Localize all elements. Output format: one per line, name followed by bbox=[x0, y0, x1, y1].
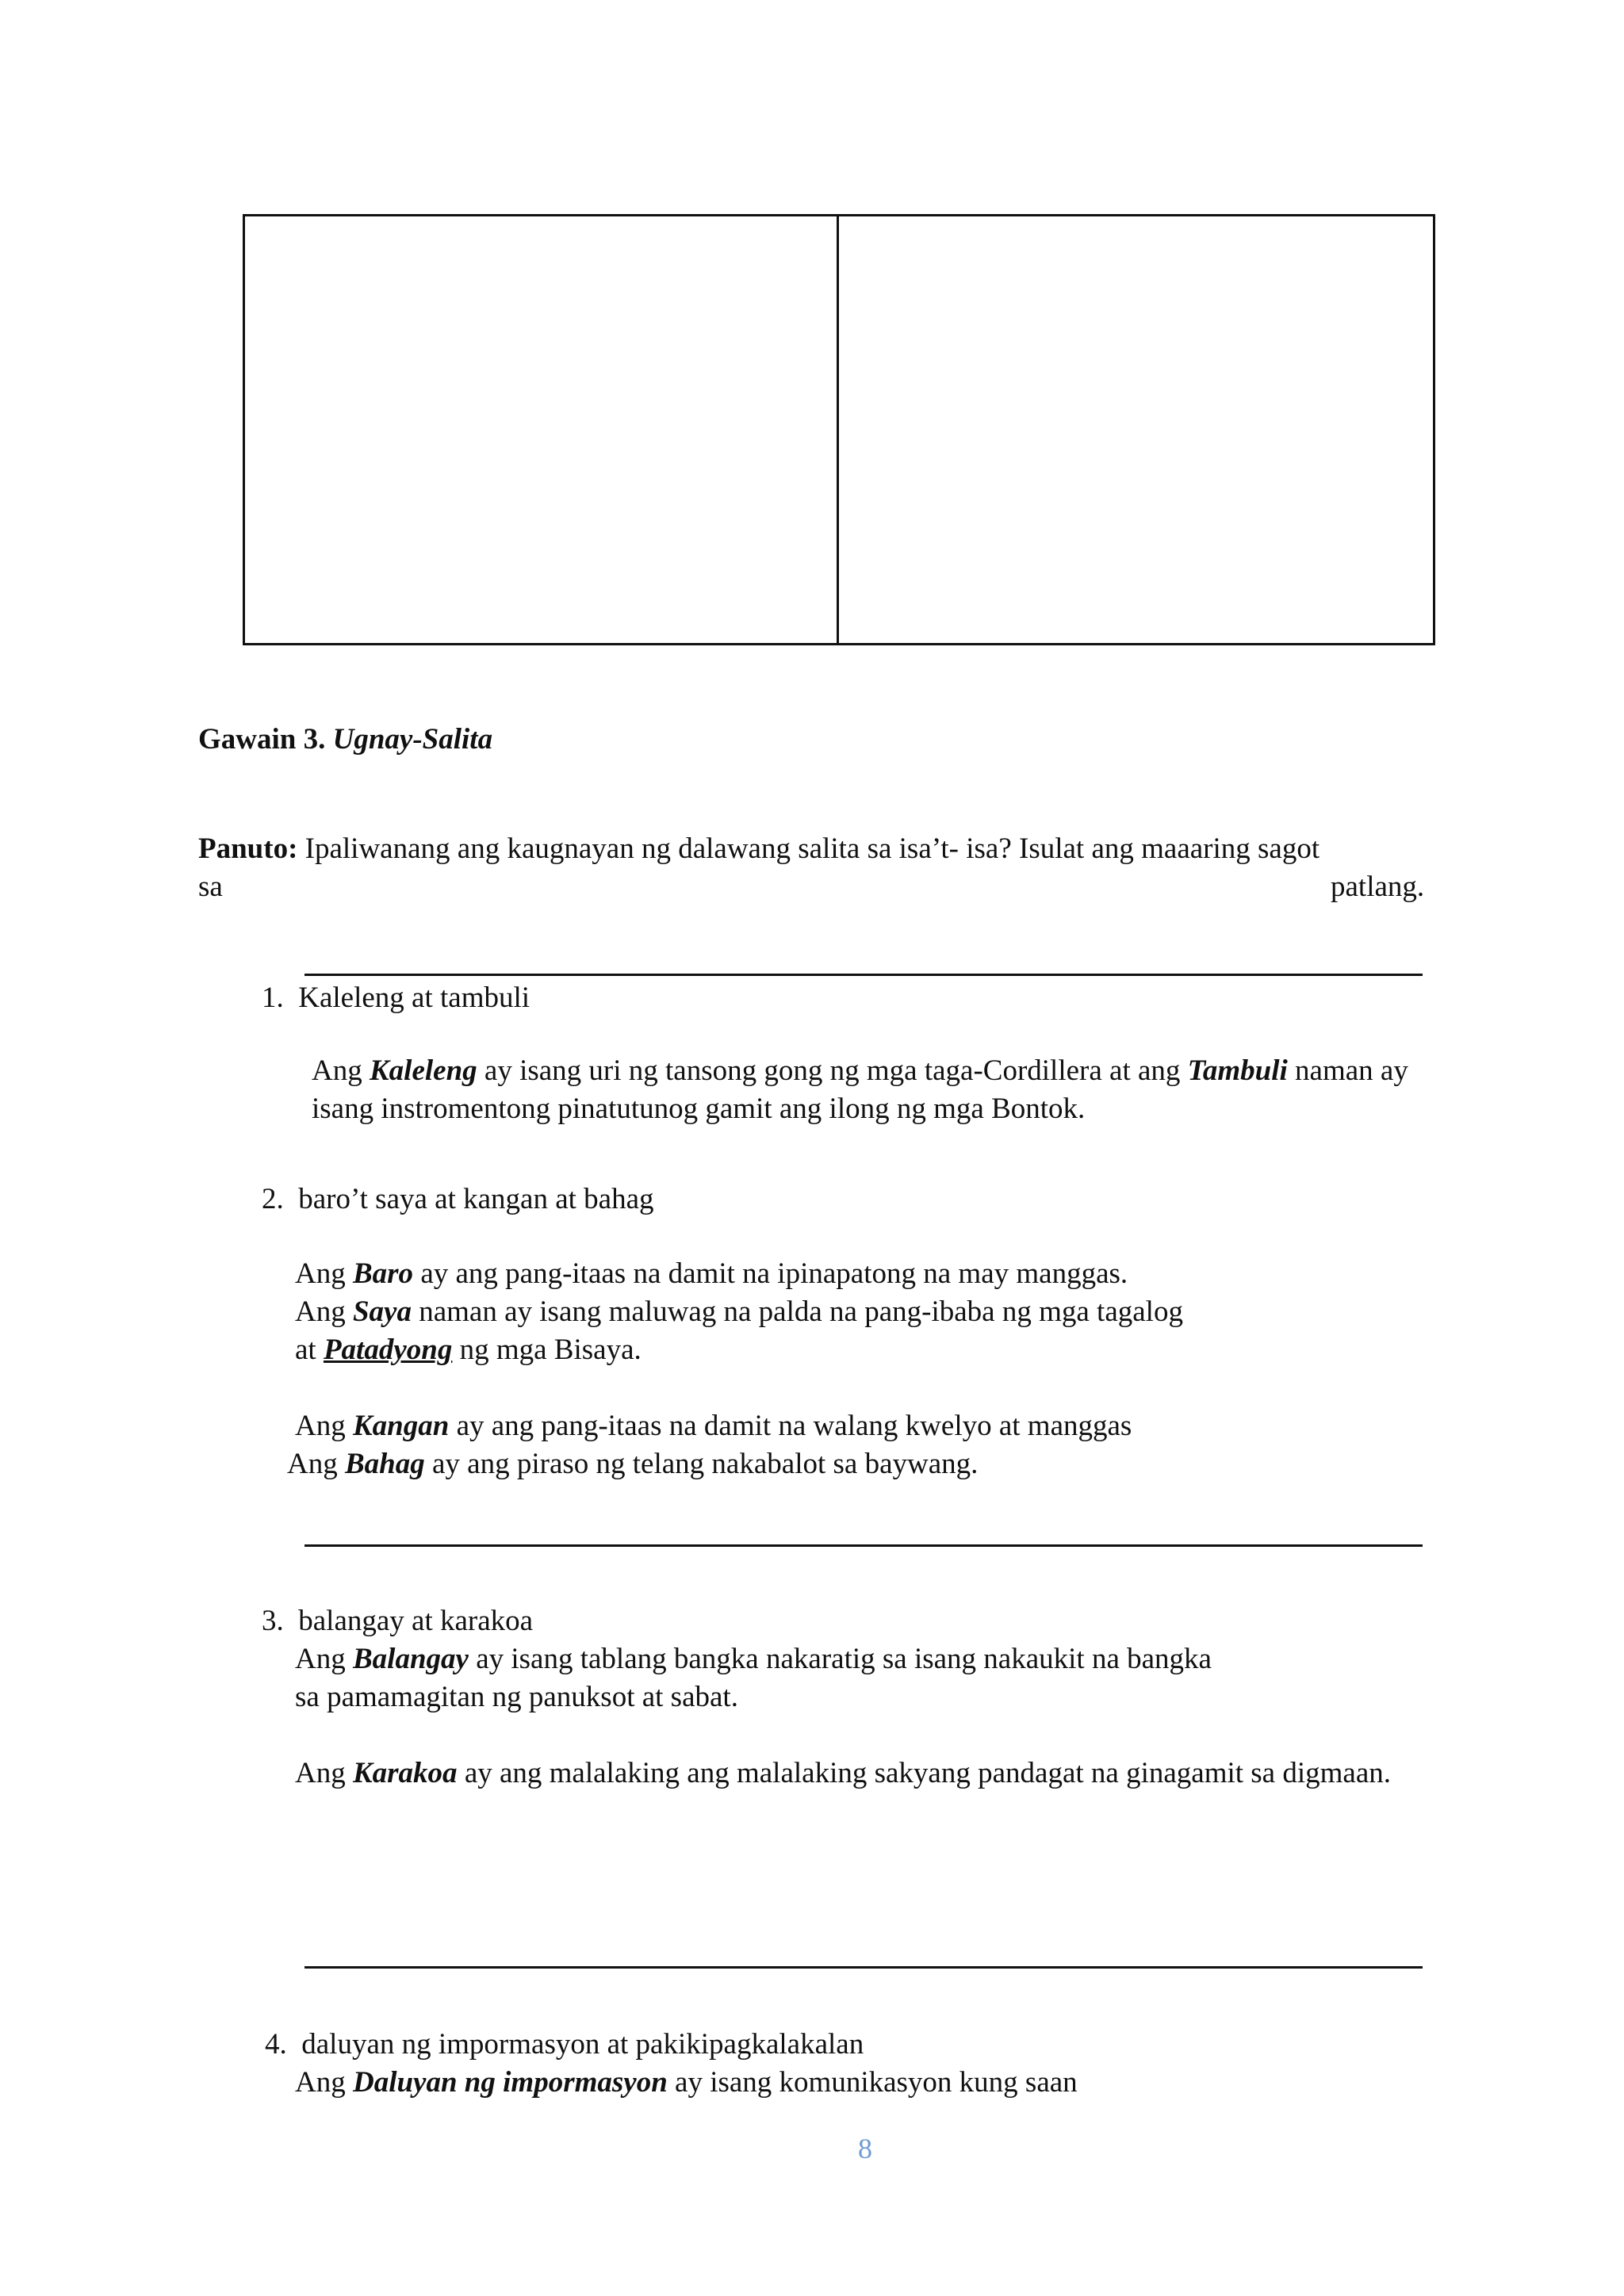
text: ng mga Bisaya. bbox=[459, 1334, 642, 1366]
item-2-answer-line-5 bbox=[287, 1448, 978, 1482]
instructions-label: Panuto: bbox=[198, 832, 298, 865]
item-number: 2. bbox=[262, 1183, 284, 1215]
item-4-answer-line-1 bbox=[295, 2066, 1078, 2100]
answer-line bbox=[304, 1966, 1423, 1969]
term-tambuli: Tambuli bbox=[1187, 1054, 1288, 1087]
term-bahag: Bahag bbox=[344, 1448, 425, 1480]
term-daluyan-ng-impormasyon: Daluyan ng impormasyon bbox=[352, 2066, 668, 2099]
answer-line bbox=[304, 1544, 1423, 1547]
page-number: 8 bbox=[858, 2133, 872, 2164]
term-baro: Baro bbox=[352, 1257, 414, 1290]
text: ay ang pang-itaas na damit na ipinapatong na may manggas. bbox=[420, 1257, 1128, 1290]
item-3-answer-line-1 bbox=[295, 1643, 1212, 1677]
text: naman ay bbox=[1295, 1054, 1408, 1087]
text: ay ang piraso ng telang nakabalot sa baywang. bbox=[432, 1448, 979, 1480]
text: ay ang pang-itaas na damit na walang kwelyo at manggas bbox=[456, 1410, 1132, 1442]
term-saya: Saya bbox=[352, 1295, 412, 1328]
instructions-line-1 bbox=[198, 832, 1320, 867]
item-number: 4. bbox=[265, 2028, 287, 2061]
text: Ang bbox=[295, 1643, 346, 1675]
activity-heading bbox=[198, 723, 492, 757]
item-4-prompt bbox=[265, 2028, 864, 2062]
text: Ang bbox=[312, 1054, 362, 1087]
item-2-answer-line-4 bbox=[295, 1410, 1132, 1444]
text: ay ang malalaking ang malalaking sakyang pandagat na ginagamit sa digmaan. bbox=[464, 1757, 1392, 1789]
item-3-answer-line-3 bbox=[295, 1757, 1391, 1791]
item-2-answer-line-3 bbox=[295, 1334, 642, 1368]
text: Ang bbox=[295, 1295, 346, 1328]
text: ay isang komunikasyon kung saan bbox=[675, 2066, 1078, 2099]
answer-line bbox=[304, 974, 1423, 976]
text: Ang bbox=[287, 1448, 338, 1480]
item-2-prompt bbox=[262, 1183, 654, 1217]
item-number: 1. bbox=[262, 982, 284, 1014]
term-patadyong: Patadyong bbox=[323, 1334, 453, 1366]
term-balangay: Balangay bbox=[352, 1643, 469, 1675]
text: naman ay isang maluwag na palda na pang-ibaba ng mga tagalog bbox=[419, 1295, 1183, 1328]
item-3-answer-line-2: sa pamamagitan ng panuksot at sabat. bbox=[295, 1681, 738, 1713]
term-karakoa: Karakoa bbox=[352, 1757, 458, 1789]
item-1-prompt bbox=[262, 982, 530, 1016]
text: Ang bbox=[295, 1757, 346, 1789]
text: Ang bbox=[295, 2066, 346, 2099]
answer-table-right-cell bbox=[837, 214, 1435, 645]
item-2-answer-line-2 bbox=[295, 1295, 1183, 1330]
term-kaleleng: Kaleleng bbox=[369, 1054, 477, 1087]
prompt-text: Kaleleng at tambuli bbox=[298, 982, 530, 1014]
instructions-line-2-right: patlang. bbox=[1331, 871, 1425, 903]
activity-label: Gawain 3. bbox=[198, 723, 326, 756]
activity-title: Ugnay-Salita bbox=[332, 723, 493, 756]
text: Ang bbox=[295, 1410, 346, 1442]
term-kangan: Kangan bbox=[352, 1410, 450, 1442]
instructions-line-2-left: sa bbox=[198, 871, 223, 903]
prompt-text: baro’t saya at kangan at bahag bbox=[298, 1183, 654, 1215]
item-2-answer-line-1 bbox=[295, 1257, 1128, 1292]
text: ay isang uri ng tansong gong ng mga taga-Cordillera at ang bbox=[484, 1054, 1181, 1087]
instructions-text: Ipaliwanang ang kaugnayan ng dalawang salita sa isa’t- isa? Isulat ang maaaring sagot bbox=[304, 832, 1320, 865]
text: Ang bbox=[295, 1257, 346, 1290]
text: at bbox=[295, 1334, 316, 1366]
text: ay isang tablang bangka nakaratig sa isang nakaukit na bangka bbox=[476, 1643, 1212, 1675]
item-number: 3. bbox=[262, 1605, 284, 1637]
prompt-text: balangay at karakoa bbox=[298, 1605, 534, 1637]
item-3-prompt bbox=[262, 1605, 533, 1639]
prompt-text: daluyan ng impormasyon at pakikipagkalakalan bbox=[301, 2028, 864, 2061]
item-1-answer-line-1 bbox=[312, 1054, 1408, 1089]
answer-table-left-cell bbox=[243, 214, 839, 645]
item-1-answer-line-2: isang instromentong pinatutunog gamit ang ilong ng mga Bontok. bbox=[312, 1093, 1086, 1125]
